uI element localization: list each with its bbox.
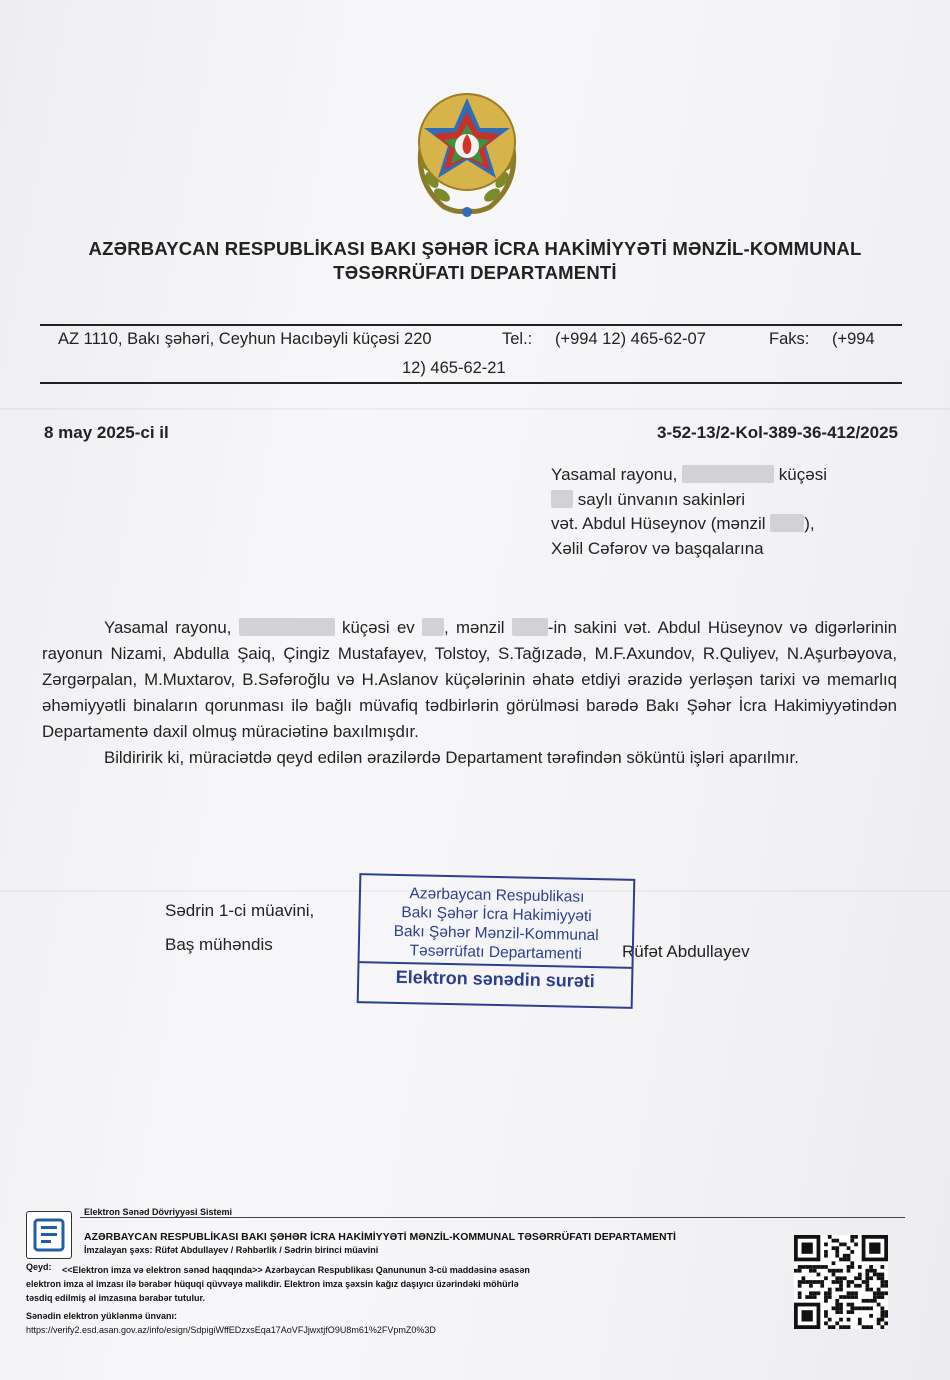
letter-date: 8 may 2025-ci il [44, 423, 169, 442]
body-apartment-word: , mənzil [444, 618, 505, 637]
recipient-line4: Xəlil Cəfərov və başqalarına [551, 538, 764, 558]
stamp-line4: Təsərrüfatı Departamenti [409, 942, 583, 963]
footer-divider [80, 1217, 905, 1218]
footer-signer: İmzalayan şəxs: Rüfət Abdullayev / Rəhbərlik / Sədrin birinci müavini [84, 1245, 379, 1255]
body-street-word: küçəsi ev [342, 618, 415, 637]
footer-note-line1: <<Elektron imza və elektron sənəd haqqında>> Azərbaycan Respublikası Qanununun 3-cü maddəsinə əsasən [62, 1265, 530, 1275]
electronic-copy-stamp [357, 873, 636, 1009]
address-text: AZ 1110, Bakı şəhəri, Ceyhun Hacıbəyli küçəsi 220 [58, 330, 432, 348]
fax-value-part1: (+994 [832, 330, 875, 348]
redacted-house-number [551, 490, 573, 508]
recipient-residents: saylı ünvanın sakinləri [577, 489, 745, 509]
recipient-line2 [551, 488, 827, 513]
body-paragraph-2: Bildiririk ki, müraciətdə qeyd edilən ərazilərdə Departament tərəfindən söküntü işləri aparılmır. [104, 748, 799, 767]
redacted-apartment [770, 514, 804, 532]
recipient-block [551, 463, 827, 561]
footer-note-label: Qeyd: [26, 1262, 52, 1272]
stamp-line1: Azərbaycan Respublikası [409, 885, 585, 906]
redacted-apartment [512, 618, 548, 636]
letter-body [42, 615, 897, 771]
footer-verify-url[interactable]: https://verify2.esd.asan.gov.az/info/esign/SdpigiWffEDzxsEqa17AoVFJjwxtjfO9U8m61%2FVpmZ0%3D [26, 1325, 436, 1335]
body-main-text: -in sakini vət. Abdul Hüseynov və digərlərinin rayonun Nizami, Abdulla Şaiq, Çingiz Mustafayev, Tolstoy, S.Tağızadə, M.F.Axundov, R.Quliyev, N.Aşurbəyova, Zərgərpalan, M.Muxtarov, B.Səfəroğlu və H.Aslanov küçələrinin əhatə etdiyi ərazidə yerləşən tarixi və memarlıq əhəmiyyətli binaların qorunması ilə bağlı müvafiq tədbirlərin görülməsi barədə Bakı Şəhər İcra Hakimiyyətindən Departamentə daxil olmuş müraciətinə baxılmışdır. [42, 618, 897, 741]
stamp-line2: Bakı Şəhər İcra Hakimiyyəti [401, 904, 592, 925]
recipient-district: Yasamal rayonu, [551, 465, 678, 484]
tel-value: (+994 12) 465-62-07 [555, 330, 706, 348]
azerbaijan-emblem-icon [404, 82, 530, 218]
org-title-line1: AZƏRBAYCAN RESPUBLİKASI BAKI ŞƏHƏR İCRA HAKİMİYYƏTİ MƏNZİL-KOMMUNAL [88, 238, 862, 259]
fax-value-part2: 12) 465-62-21 [402, 359, 506, 377]
recipient-street-word: küçəsi [778, 465, 827, 484]
signer-position-line1: Sədrin 1-ci müavini, [165, 901, 315, 920]
footer-note-line3: təsdiq edilmiş əl imzasına bərabər tutulur. [26, 1293, 206, 1303]
tel-label: Tel.: [502, 330, 533, 348]
body-district: Yasamal rayonu, [104, 618, 232, 637]
redacted-street [239, 618, 335, 636]
document-system-icon [26, 1211, 72, 1259]
stamp-line3: Bakı Şəhər Mənzil-Kommunal [393, 922, 599, 945]
fax-label: Faks: [769, 330, 810, 348]
recipient-citizen: vət. Abdul Hüseynov (mənzil [551, 514, 766, 533]
recipient-paren: ), [804, 514, 815, 533]
stamp-bold-text: Elektron sənədin surəti [395, 966, 595, 992]
signer-position-line2: Baş mühəndis [165, 935, 273, 954]
recipient-line1 [551, 463, 827, 488]
signer-name: Rüfət Abdullayev [622, 942, 750, 961]
reference-number: 3-52-13/2-Kol-389-36-412/2025 [657, 423, 898, 442]
header-divider-bottom [40, 382, 902, 384]
redacted-street [682, 465, 774, 483]
footer-system-name: Elektron Sənəd Dövriyyəsi Sistemi [84, 1207, 233, 1217]
footer-note-line2: elektron imza əl imzası ilə bərabər hüquqi qüvvəyə malikdir. Elektron imza şəxsin kağız daşıyıcı üzərindəki möhürlə [26, 1279, 519, 1289]
redacted-house-number [422, 618, 444, 636]
body-paragraph-1 [42, 615, 897, 745]
recipient-line3 [551, 512, 827, 537]
paper-fold [0, 408, 950, 410]
qr-code-icon [792, 1235, 890, 1329]
org-title-line2: TƏSƏRRÜFATI DEPARTAMENTİ [333, 262, 617, 283]
header-divider-top [40, 324, 902, 326]
footer-org-name: AZƏRBAYCAN RESPUBLİKASI BAKI ŞƏHƏR İCRA HAKİMİYYƏTİ MƏNZİL-KOMMUNAL TƏSƏRRÜFATI DEPARTAMENTİ [84, 1231, 676, 1243]
footer-url-label: Sənədin elektron yüklənmə ünvanı: [26, 1311, 178, 1321]
